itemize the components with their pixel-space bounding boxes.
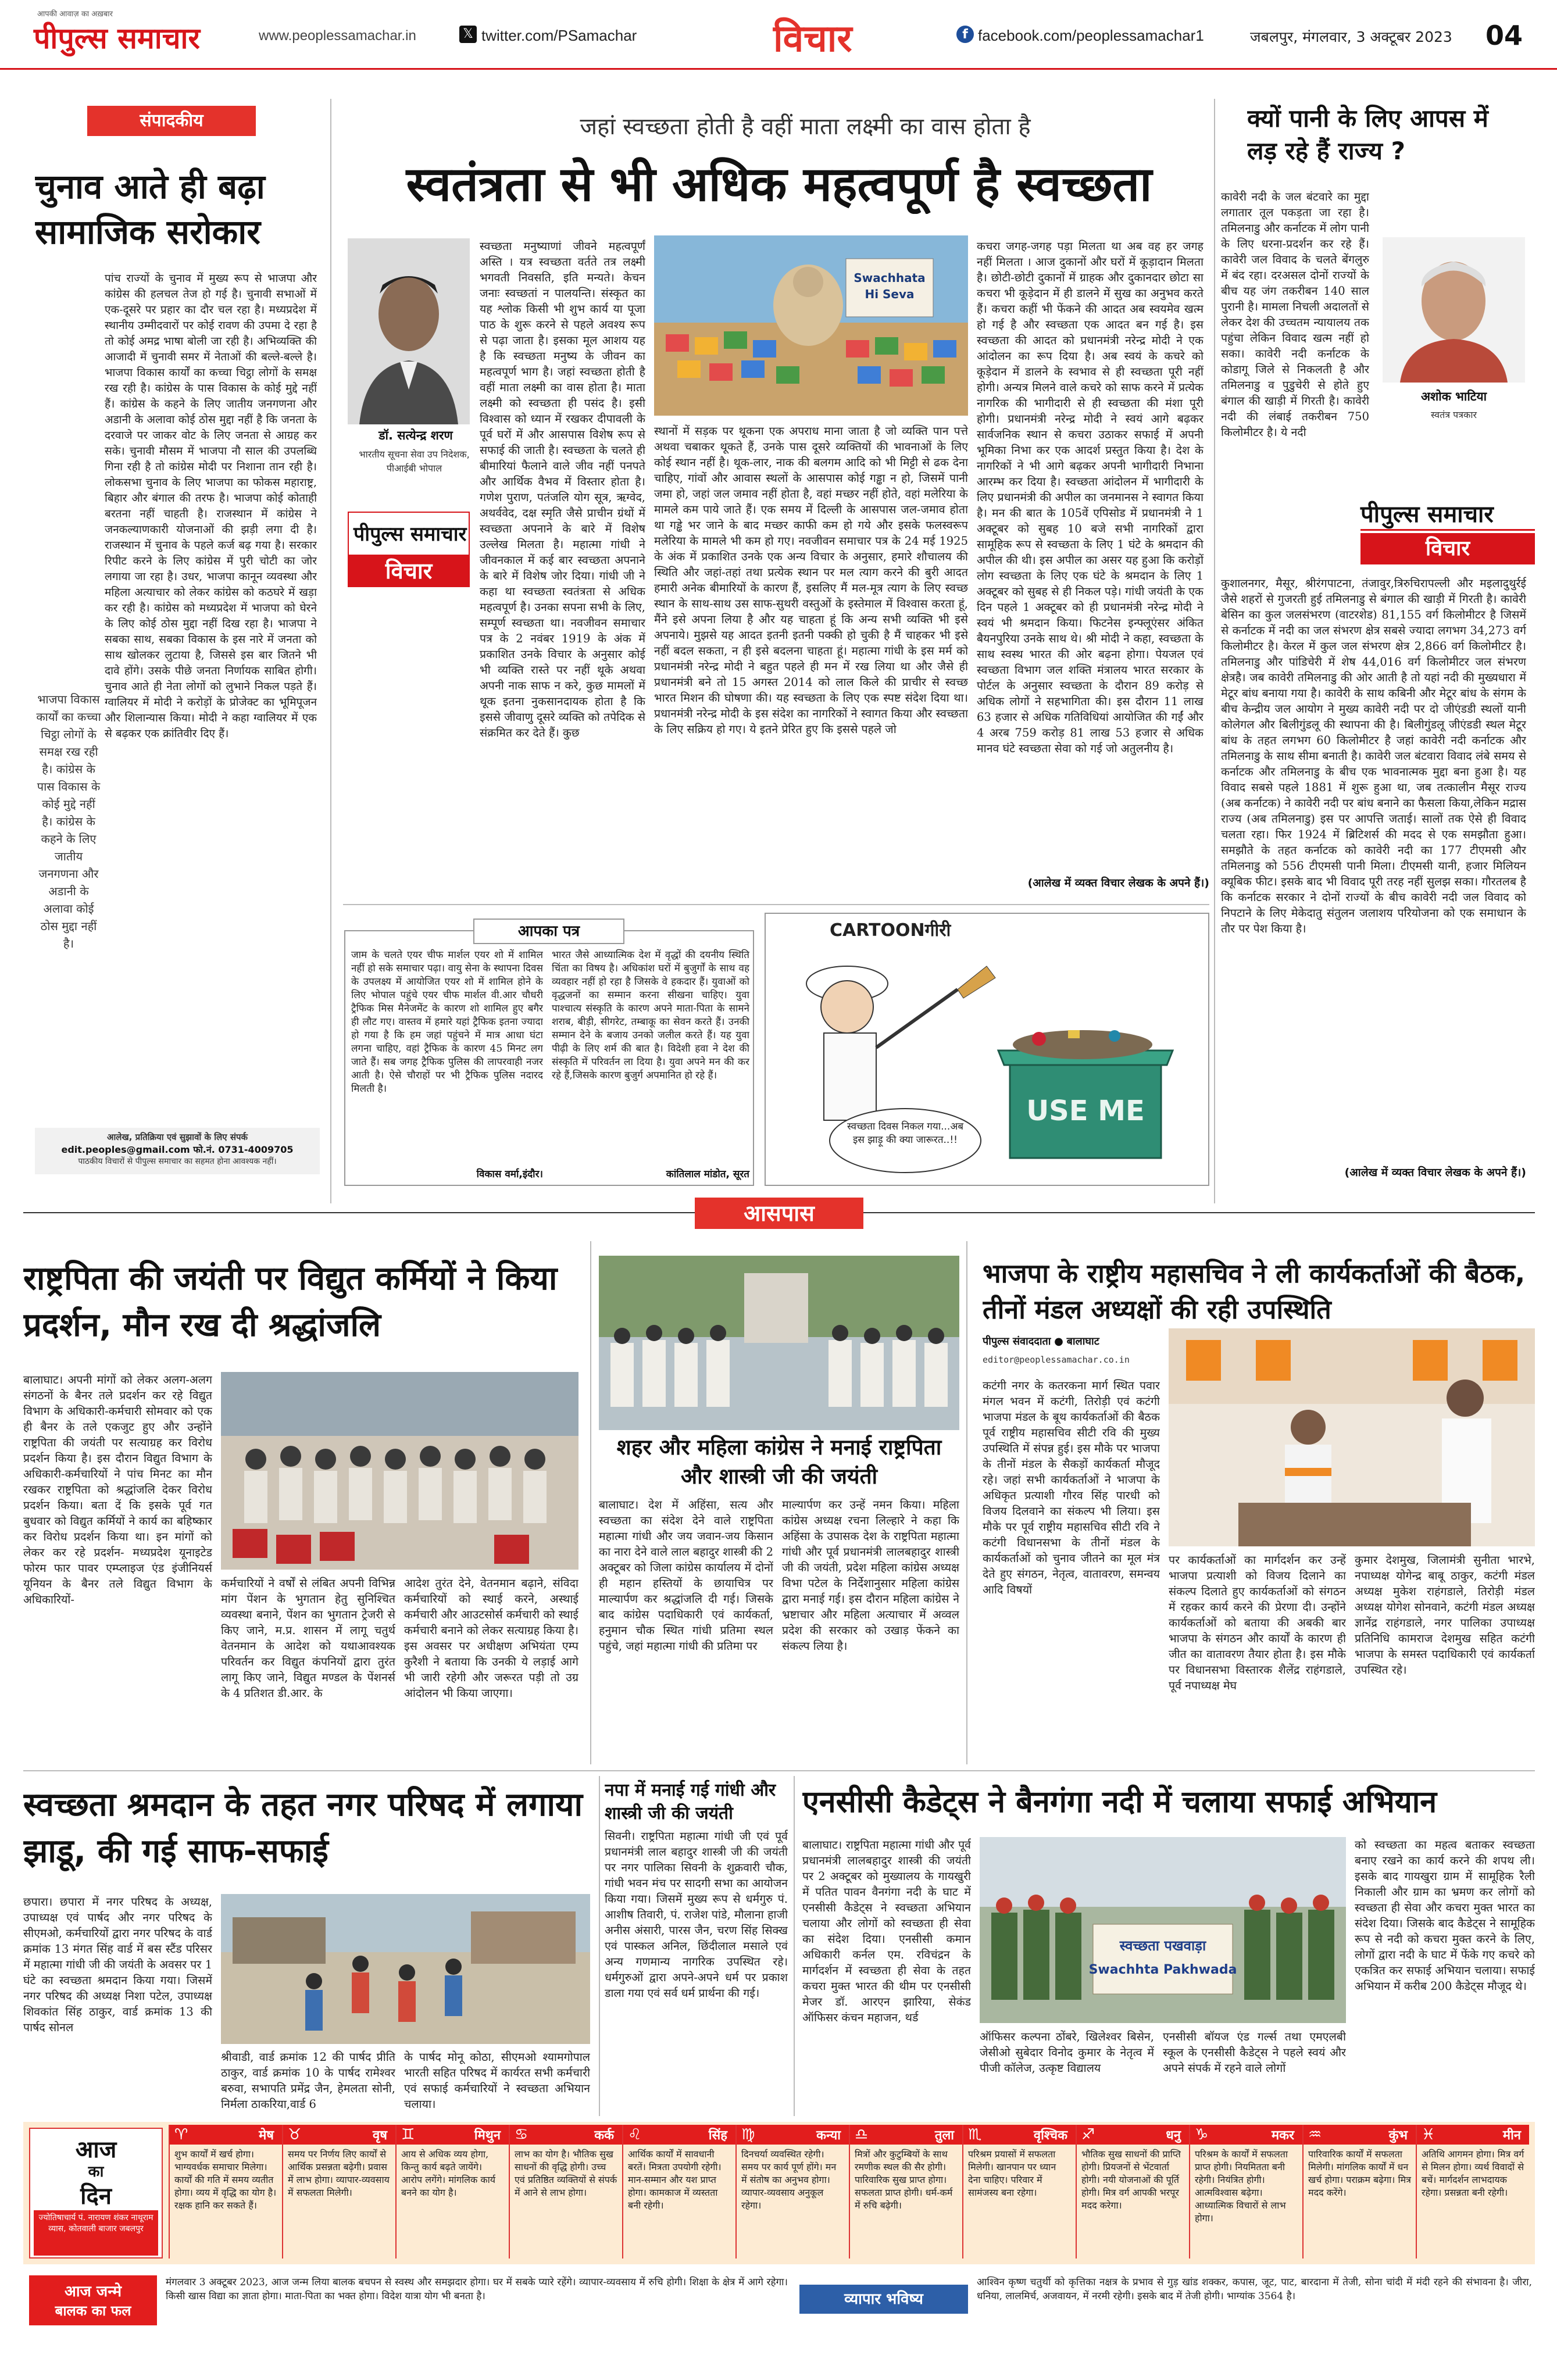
facebook-icon: f [956,26,974,43]
zodiac-sign-icon: ♐ [1081,2126,1095,2143]
story2-body-b: माल्यार्पण कर उन्हें नमन किया। महिला कांग्रेस अध्यक्ष रचना लिल्हारे ने कहा कि अहिंसा के उपासक देश के राष्ट्रपिता महात्मा गांधी और पूर्व प्रधानमंत्री लालबहादुर शास्त्री जी की जयंती, प्रदेश महिला कांग्रेस अध्यक्ष विभा पटेल के निर्देशानुसार महिला कांग्रेस द्वारा मनाई गई। इस दौरान महिला कांग्रेस ने भ्रष्टाचार और महिला अत्याचार में अव्वल प्रदेश की सरकार को उखाड़ फेंकने का संकल्प लिया है। [782,1498,959,1653]
water-author-title: स्वतंत्र पत्रकार [1430,409,1477,420]
zodiac-sign-icon: ♍ [741,2126,755,2143]
twitter-icon: 𝕏 [459,26,477,43]
divider [590,1241,591,1764]
brand-box-right [1360,497,1535,570]
story2-headline: शहर और महिला कांग्रेस ने मनाई राष्ट्रपिता और शास्त्री जी की जयंती [616,1435,942,1489]
zodiac-8 [962,2125,1076,2259]
story1-headline: राष्ट्रपिता की जयंती पर विद्युत कर्मियों ने किया प्रदर्शन, मौन रख दी श्रद्धांजलि [23,1260,558,1344]
zodiac-name: सिंह [708,2128,727,2143]
divider [23,1770,1535,1771]
author-title: भारतीय सूचना सेवा उप निदेशक, पीआईबी भोपाल [359,449,470,474]
zodiac-3 [395,2125,509,2259]
horoscope-title-bot: दिन [80,2183,112,2210]
brand-box-right-section: विचार [1360,533,1535,564]
zodiac-sign-icon: ♓ [1422,2126,1435,2143]
zodiac-name: मकर [1271,2128,1294,2143]
zodiac-text: भौतिक सुख साधनों की प्राप्ति होगी। प्रियजनों से भेंटवार्ता होगी। नयी योजनाओं की पूर्ति होगी। मित्र वर्ग आपकी भरपूर मदद करेगा। [1081,2149,1181,2211]
zodiac-sign-icon: ♈ [174,2126,188,2143]
divider [794,1776,795,2116]
main-photo [654,235,968,416]
editorial-footer [35,1128,320,1174]
main-col3: कचरा जगह-जगह पड़ा मिलता था अब वह हर जगह नहीं मिलता । आज दुकानों और घरों में कूड़ादान मिलता है। छोटी-छोटी दुकानों में ग्राहक और दुकानदार छोटा सा कचरा भी कूड़ेदान में ही डालने में सुख का अनुभव करते हैं। कचरा कहीं भी फेंकने की आदत अब स्वयमेव खत्म हो गई है और स्वच्छता एक आदत बन गई है। इस स्वच्छता की आदत को प्रधानमंत्री नरेन्द्र मोदी ने एक आंदोलन का रूप दिया है। अब स्वयं के कचरे को कूड़ेदान में डालने के स्वभाव से ही स्वच्छता पूरी नहीं होगी। अन्यत्र मिलने वाले कचरे को साफ करने में प्रत्येक नागरिक की भागीदारी से ही स्वच्छता की मंशा पूरी होगी। प्रधानमंत्री नरेन्द्र मोदी ने स्वयं आगे बढ़कर सार्वजनिक स्थान से कचरा उठाकर सफाई में अपनी भूमिका निभा कर एक आदर्श प्रस्तुत किया है। देश के नागरिकों ने भी आगे बढ़कर अपनी भागीदारी निभाना आरम्भ कर दिया है। स्वच्छता आंदोलन में भागीदारी के लिए प्रधानमंत्री की अपील का जनमानस ने स्वागत किया है। मन की बात के 105वें एपिसोड में प्रधानमंत्री ने 1 अक्टूबर को सुबह 10 बजे सभी नागरिकों द्वारा सामूहिक रूप से स्वच्छता के लिए 1 घंटे के श्रमदान की अपील की थी। इस अपील का असर यह हुआ कि करोड़ों लोग स्वच्छता के लिए एक घंटे के श्रमदान के लिए 1 अक्टूबर को सुबह से ही निकल पड़े। गांधी जयंती के एक दिन पहले 1 अक्टूबर को ही प्रधानमंत्री नरेन्द्र मोदी ने स्वयं भी श्रमदान किया। फिटनेस इन्फ्लूएंसर अंकित बैयनपुरिया उनके साथ थे। श्री मोदी ने कहा, स्वच्छता के साथ स्वस्थ भारत की ओर बढ़ना होगा। पेयजल एवं स्वच्छता विभाग जल शक्ति मंत्रालय भारत सरकार के पोर्टल के अनुसार स्वच्छता के दौरान 89 करोड़ से अधिक लोगों ने सहभागिता की। इस दौरान 11 लाख 63 हजार से अधिक गतिविधियां आयोजित की गईं और 4 अरब 759 करोड़ 81 लाख 53 हजार से अधिक मानव घंटे स्वच्छता सेवा को गई जो अतुलनीय है। [977,240,1204,755]
zodiac-sign-icon: ♉ [288,2126,302,2143]
letters-box [344,923,754,1186]
horoscope-title-box [29,2128,163,2259]
zodiac-text: मित्रों और कुटुम्बियों के साथ रमणीक स्थल की सैर होगी। पारिवारिक सुख प्राप्त होगा। सफलता प्राप्त होगी। धर्म-कर्म में रुचि बढ़ेगी। [855,2149,953,2211]
story6-body-a: बालाघाट। राष्ट्रपिता महात्मा गांधी और पूर्व प्रधानमंत्री लालबहादुर शास्त्री की जयंती पर 2 अक्टूबर को मुख्यालय के गायखुरी में पतित पावन वैनगंगा नदी के घाट में एनसीसी कैडेट्स ने स्वच्छता अभियान चलाया और लोगों को स्वच्छता ही सेवा का संदेश दिया। एनसीसी कमान अधिकारी कर्नल एम. रविचंद्रन के मार्गदर्शन में स्वच्छता ही सेवा के तहत कचरा मुक्त भारत की थीम पर एनसीसी मेजर डॉ. आरएन झारिया, सेकंड ऑफिसर कंचन महाजन, थर्ड [802,1838,971,2024]
page-number: 04 [1485,20,1523,51]
zodiac-name: मीन [1502,2128,1521,2143]
story4-body-lead: छपारा। छपारा में नगर परिषद के अध्यक्ष, उपाध्यक्ष एवं पार्षद और नगर परिषद के सीएमओ, कर्मचारियों द्वारा नगर परिषद के वार्ड क्रमांक 13 मंगत सिंह वार्ड में बस स्टैंड परिसर में महात्मा गांधी जी की जयंती के अवसर पर 1 घंटे का स्वच्छता श्रमदान किया गया। जिसमें नगर परिषद की अध्यक्ष निशा पटेल, उपाध्यक्ष शिवकांत सिंह ठाकुर, वार्ड क्रमांक 13 की पार्षद सोनल [23,1895,212,2034]
zodiac-header [850,2125,962,2145]
zodiac-header [737,2125,849,2145]
cartoon-bubble: स्वच्छता दिवस निकल गया...अब इस झाड़ू की क्या जारूरत..!! [847,1121,964,1146]
main-col1: स्वच्छता मनुष्याणां जीवने महत्वपूर्णं अस्ति । यत्र स्वच्छता वर्तते तत्र लक्ष्मी भगवती निवसति, इति मन्यते। केचन जनाः स्वच्छतां न पालयन्ति। संस्कृत का यह श्लोक किसी भी शुभ कार्य या पूजा पाठ के शुरू करने से पहले अवश्य रूप से पढ़ा जाता है। इसका मूल आशय यह है कि स्वच्छता मनुष्य के जीवन का महत्वपूर्ण भाग है। जहां स्वच्छता होती है वहीं माता लक्ष्मी का वास होता है। माता लक्ष्मी को स्वच्छता ही पसंद है। इसी विश्वास को ध्यान में रखकर दीपावली के पूर्व घरों में और आसपास विशेष रूप से सफाई की जाती है। स्वच्छता के चलते ही बीमारियां फैलाने वाले जीव नहीं पनपते और आर्थिक वैभव में विस्तार होता है। गणेश पुराण, पतंजलि योग सूत्र, ऋग्वेद, अथर्ववेद, दक्ष स्मृति जैसे प्राचीन ग्रंथों में स्वच्छता अपनाने के बारे में विशेष उल्लेख मिलता है। महात्मा गांधी ने जीवनकाल में कई बार स्वच्छता अपनाने के बारे में विशेष जोर दिया। गांधी जी ने कहा था स्वच्छता स्वतंत्रता से अधिक महत्वपूर्ण है। उनका सपना सभी के लिए, सम्पूर्ण स्वच्छता था। नवजीवन समाचार पत्र के 2 नवंबर 1919 के अंक में प्रकाशित उनके विचार के अनुसार कोई भी व्यक्ति रास्ते पर नहीं थूके अथवा अपनी नाक साफ न करे, कुछ मामलों में थूक इतना नुकसानदायक होता है कि इससे जीवाणु दूसरे व्यक्ति को तपेदिक से संक्रमित कर देते हैं। कुछ [480,240,645,739]
divider [330,99,331,1203]
zodiac-name: कर्क [594,2128,614,2143]
zodiac-sign-icon: ♊ [401,2126,415,2143]
editorial-label: संपादकीय [87,106,256,136]
main-headline: स्वतंत्रता से भी अधिक महत्वपूर्ण है स्वच्छता [406,157,1152,212]
divider [599,1776,600,2116]
story6-headline: एनसीसी कैडेट्स ने बैनगंगा नदी में चलाया सफाई अभियान [802,1785,1437,1820]
section-title: विचार [773,17,852,60]
bottom-strip [23,2267,1535,2372]
zodiac-header [283,2125,395,2145]
zodiac-text: अतिथि आगमन होगा। मित्र वर्ग से मिलन होगा। व्यर्थ विवादों से बचें। मार्गदर्शन लाभदायक रहेगा। प्रसन्नता बनी रहेगी। [1422,2149,1524,2198]
water-author-photo [1383,237,1525,383]
author-name: डॉ. सत्येन्द्र शरण [378,428,453,442]
zodiac-5 [622,2125,735,2259]
zodiac-4 [509,2125,622,2259]
story3-body-a: कटंगी नगर के कतरकना मार्ग स्थित पवार मंगल भवन में कटंगी, तिरोड़ी एवं कटंगी भाजपा मंडल के बूथ कार्यकर्ताओं की बैठक पूर्व राष्ट्रीय महासचिव सीटी रवि की मुख्य उपस्थिति में संपन्न हुई। इस मौके पर भाजपा के तीनों मंडल के सैकड़ों कार्यकर्ता मौजूद रहे। जहां सभी कार्यकर्ताओं ने भाजपा के अधिकृत प्रत्याशी गौरव सिंह पारधी को विजय दिलवाने का संकल्प भी लिया। इस मौके पर पूर्व राष्ट्रीय महासचिव सीटी रवि ने कटंगी विधानसभा के तीनों मंडल के कार्यकर्ताओं को चुनाव जीतने का मूल मंत्र देते हुए संगठन, नेतृत्व, वातावरण, समन्वय आदि विषयों [983,1379,1160,1596]
zodiac-header [1190,2125,1302,2145]
letter-2-author: कांतिलाल मांडोत, सूरत [666,1168,749,1180]
story5-body: सिवनी। राष्ट्रपिता महात्मा गांधी जी एवं पूर्व प्रधानमंत्री लाल बहादुर शास्त्री जी की जयंती पर नगर पालिका सिवनी के शुक्रवारी चौक, गांधी भवन मंच पर सादगी सभा का आयोजन किया गया। जिसमें मुख्य रूप से धर्मगुरु पं. आशीष तिवारी, पं. राजेश पांडे, मौलाना हाजी अनीस अंसारी, पारस जैन, चरण सिंह सिक्ख एवं पास्कल अनिल, छिंदीलाल मसाले एवं अन्य गणमान्य नागरिक उपस्थित रहे। धर्मगुरुओं द्वारा अपने-अपने धर्म पर प्रकाश डाला गया एवं सर्व धर्म प्रार्थना की गई। [605,1829,788,2000]
zodiac-name: धनु [1166,2128,1181,2143]
zodiac-7 [849,2125,962,2259]
story1-photo [221,1372,578,1570]
zodiac-name: कुंभ [1388,2128,1408,2143]
zodiac-header [963,2125,1076,2145]
zodiac-2 [282,2125,395,2259]
bullet-icon: ● [1054,1335,1067,1348]
cartoon-bin-text: USE ME [1026,1095,1145,1127]
zodiac-text: परिश्रम के कार्यों में सफलता प्राप्त होगी। नियमितता बनी रहेगी। नियंत्रित होगी। आत्मविश्वास बढ़ेगा। आध्यात्मिक विचारों से लाभ होगा। [1195,2149,1288,2224]
divider [343,904,1209,905]
story4-body-b: के पार्षद मोनू कोठा, सीएमओ श्यामगोपाल भारती सहित परिषद में कार्यरत सभी कर्मचारी एवं सफाई कर्मचारियों ने स्वच्छता अभियान चलाया। [404,2050,590,2111]
zodiac-9 [1076,2125,1189,2259]
story3-photo [1169,1328,1535,1546]
story6-body-d: को स्वच्छता का महत्व बताकर स्वच्छता बनाए रखने का कार्य करने की शपथ ली। इसके बाद गायखुरा ग्राम में सामूहिक रैली निकाली और ग्राम का भ्रमण कर लोगों को स्वच्छता ही सेवा और कचरा मुक्त भारत का संदेश दिया। जिसके बाद कैडेट्स ने सामूहिक रूप से नदी को कचरा मुक्त करने के लिए, लोगों द्वारा नदी के घाट में फेंके गए कचरे को एकत्रित कर सफाई अभियान चलाया। सफाई अभियान में करीब 200 कैडेट्स मौजूद थे। [1355,1838,1535,1993]
cartoon-illustration [766,914,1209,1186]
editorial-body: पांच राज्यों के चुनाव में मुख्य रूप से भाजपा और कांग्रेस की हलचल तेज हो गई है। चुनावी सभाओं में एक-दूसरे पर प्रहार का दौर चल रहा है। मध्यप्रदेश में स्थानीय उम्मीदवारों पर कोई रावण की उपमा दे रहा है तो कोई अमद्र भाषा बोली जा रही है। अभिव्यक्ति की आजादी में चुनावी समर में नेताओं की बल्ले-बल्ले है। भाजपा विकास कार्यों का कच्चा चिट्ठा लोगों के समक्ष रख रही है। कांग्रेस के पास विकास के कोई मुद्दे नहीं हैं। कांग्रेस के कहने के लिए जातीय जनगणना और अडानी के अलावा कोई ठोस मुद्दा नहीं है कि जनता के दरवाजे पर जाकर वोट के लिए जनता से आग्रह कर सके। चुनावी मौसम में भाजपा नौ साल की उपलब्धि गिना रही है तो कांग्रेस मोदी पर निशाना तान रही है। लोकसभा चुनाव के लिए भाजपा का फोकस महाराष्ट्र, बिहार और बंगाल की तरफ है। भाजपा कोई कोताही बरतना नहीं चाहती है। राजस्थान में कांग्रेस ने जनकल्याणकारी योजनाओं की झड़ी लगा दी है। राजस्थान में चुनाव के पहले कर्ज बढ़ गया है। सरकार रिपीट करने के लिए कांग्रेस में पुरी चोटी का जोर लगाया जा रहा है। उधर, भाजपा कानून व्यवस्था और महिला अत्याचार को लेकर कांग्रेस को कठघरे में खड़ा कर रही है। कांग्रेस को मध्यप्रदेश में भाजपा को घेरने के लिए कोई ठोस मुद्दा नहीं दिख रहा है। भाजपा ने सबका साथ, सबका विकास के इस नारे में जनता को साथ खोलकर लुटाया है, जिससे इस बार जितने भी दावे होंगे। उसके पीछे जनता निर्णायक साबित होगी। चुनाव आते ही नेता लोगों को लुभाने निकल पड़ते हैं। ग्वालियर में मोदी ने करोड़ों के प्रोजेक्ट का भूमिपूजन और शिलान्यास किया। मोदी ने कहा ग्वालियर में एक से बढ़कर एक क्रांतिवीर दिए हैं। [105,272,317,740]
story6-photo [980,1837,1346,2023]
zodiac-header [1304,2125,1416,2145]
twitter-link[interactable]: twitter.com/PSamachar [481,27,637,44]
zodiac-header [1077,2125,1189,2145]
zodiac-text: लाभ का योग है। भौतिक सुख साधनों की वृद्धि होगी। उच्च एवं प्रतिष्ठित व्यक्तियों से संपर्क में आने से लाभ होगा। [515,2149,617,2198]
letter-1: जाम के चलते एयर चीफ मार्शल एयर शो में शामिल नहीं हो सके समाचार पढ़ा। वायु सेना के स्थापना दिवस के उपलक्ष्य में आयोजित एयर शो में शामिल होने के लिए भोपाल पहुंचे एयर चीफ मार्शल वी.आर चौधरी ट्रैफिक मिस मैनेजमेंट के कारण शो शामिल हुए बगैर ही लौट गए। वास्तव में हमारे यहां ट्रैफिक इतना ज्यादा हो गया है कि हम जहां पहुंचने में मात्र आधा घंटा लगना चाहिए, वहां ट्रैफिक के कारण 45 मिनट लग जाते हैं। सब जगह ट्रैफिक पुलिस की लापरवाही नजर आती है। ऐसे चौराहों पर भी ट्रैफिक पुलिस नदारद मिलती है। [351,949,543,1095]
zodiac-1 [169,2125,282,2259]
water-signoff: (आलेख में व्यक्त विचार लेखक के अपने हैं।) [1344,1166,1526,1179]
masthead [0,0,1557,70]
bhavishya-text: आश्विन कृष्ण चतुर्थी को कृत्तिका नक्षत्र के प्रभाव से गुड़ खांड शक्कर, कपास, जूट, पाट, बारदाना में तेजी, सोना चांदी में मंदी रहने की संभावना है। जीरा, धनिया, लालमिर्च, अजवायन, में नरमी रहेगी। इसके बाद में तेजी होगी। भाग्यांक 3564 है। [977,2277,1532,2302]
story3-byline-name: पीपुल्स संवाददाता [983,1335,1051,1348]
main-kicker: जहां स्वच्छता होती है वहीं माता लक्ष्मी का वास होता है [580,113,1031,140]
bhavishya-label: व्यापार भविष्य [799,2285,968,2314]
zodiac-text: पारिवारिक कार्यों में सफलता मिलेगी। मांगलिक कार्यों में धन खर्च होगा। पराक्रम बढ़ेगा। मित्र मदद करेंगे। [1308,2149,1411,2198]
zodiac-name: वृष [373,2128,387,2143]
editorial-footer-label: आलेख, प्रतिक्रिया एवं सुझावों के लिए संपर्क [106,1132,248,1142]
story3-email[interactable]: editor@peoplessamachar.co.in [983,1355,1130,1365]
dateline: जबलपुर, मंगलवार, 3 अक्टूबर 2023 [1250,28,1452,45]
zodiac-sign-icon: ♒ [1308,2126,1322,2143]
zodiac-header [510,2125,622,2145]
horoscope-title-top: आज [75,2136,117,2163]
zodiac-sign-icon: ♋ [515,2126,528,2143]
zodiac-11 [1302,2125,1416,2259]
story4-photo [221,1894,590,2044]
letter-2: भारत जैसे आध्यात्मिक देश में वृद्धों की दयनीय स्थिति चिंता का विषय है। अधिकांश घरों में बुजुर्गों के साथ वह व्यवहार नहीं हो रहा है जिसके वे हकदार हैं। युवाओं को वृद्धजनों का सम्मान करना सीखना चाहिए। युवा पाश्चात्य संस्कृति के कारण अपने माता-पिता के सामने शराब, बीड़ी, सीगरेट, तम्बाकू का सेवन करते हैं। उनकी सम्मान देने के बजाय उनको जलील करते हैं। यह युवा पीढ़ी के लिए शर्म की बात है। विदेशी हवा ने देश की संस्कृति में परिवर्तन ला दिया है। युवा अपने मन की कर रहे हैं,जिसके कारण बुजुर्ग अपमानित हो रहे हैं। [552,949,749,1081]
main-signoff: (आलेख में व्यक्त विचार लेखक के अपने हैं।) [1027,877,1209,889]
story4-body-a: श्रीवाडी, वार्ड क्रमांक 12 की पार्षद प्रीति ठाकुर, वार्ड क्रमांक 10 के पार्षद रामेश्वर बरुवा, सभापति प्रमेंद्र जैन, हेमलता सोनी, निर्मला ठाकरिया,वार्ड 6 [221,2050,395,2111]
story3-headline: भाजपा के राष्ट्रीय महासचिव ने ली कार्यकर्ताओं की बैठक, तीनों मंडल अध्यक्षों की रही उपस्थिति [983,1258,1526,1325]
water-author-name: अशोक भाटिया [1420,389,1487,403]
zodiac-sign-icon: ♏ [968,2126,982,2143]
janme-text: मंगलवार 3 अक्टूबर 2023, आज जन्म लिया बालक बचपन से स्वस्थ और समझदार होगा। घर में सबके प्यारे रहेंगे। व्यापार-व्यवसाय में रुचि होगी। शिक्षा के क्षेत्र में आगे रहेगा। किसी खास विद्या का ज्ञाता होगा। माता-पिता का भक्त होगा। विदेश यात्रा योग भी बनता है। [166,2277,788,2302]
logo-tagline: आपकी आवाज़ का अख़बार [37,10,113,19]
letter-1-author: विकास वर्मा,इंदौर। [476,1168,543,1180]
zodiac-text: समय पर निर्णय लिए कार्यों से आर्थिक प्रसन्नता बढ़ेगी। प्रवास में लाभ होगा। व्यापार-व्यवसाय में सफलता मिलेगी। [288,2149,390,2198]
story1-body-lead: बालाघाट। अपनी मांगों को लेकर अलग-अलग संगठनों के बैनर तले प्रदर्शन कर रहे विद्युत विभाग के अधिकारी-कर्मचारी सोमवार को एक ही बैनर के तले एकजुट हुए और उन्होंने राष्ट्रपिता की जयंती पर सत्याग्रह कर विरोध प्रदर्शन किया है। इस दौरान विद्युत विभाग के अधिकारी-कर्मचारियों ने पांच मिनट का मौन रखकर राष्ट्रपिता को श्रद्धांजलि देकर विरोध प्रदर्शन किया। बता दें कि इसके पूर्व गत बुधवार को विद्युत कर्मियों ने कार्य का बहिष्कार कर विरोध प्रदर्शन किया था। इन मांगों को लेकर कर रहे प्रदर्शन- मध्यप्रदेश यूनाइटेड फोरम फार पावर एम्प्लाइज एंड इंजीनियर्स यूनियन के बैनर तले विद्युत विभाग के अधिकारियों- [23,1373,212,1606]
logo-text: पीपुल्स समाचार [34,22,200,55]
zodiac-sign-icon: ♑ [1195,2126,1209,2143]
story2-photo [599,1256,959,1430]
water-body: कुशालनगर, मैसूर, श्रीरंगपाटना, तंजावुर,त्रिरुचिरापल्ली और मइलादुथुर्रई जैसे शहरों से गुजरती हुई तमिलनाडु से बंगाल की खाड़ी में गिरती है। कावेरी बेसिन का कुल जलसंभरण (वाटरशेड) 81,155 वर्ग किलोमीटर है जिसमें से कर्नाटक में नदी का जल संभरण क्षेत्र सबसे ज्यादा लगभग 34,273 वर्ग किलोमीटर है। केरल में कुल जल संभरण क्षेत्र 2,866 वर्ग किलोमीटर है। तमिलनाडु और पांडिचेरी में शेष 44,016 वर्ग किलोमीटर जल संभरण क्षेत्रहै। जब कावेरी तमिलनाडु की ओर आती है तो यहां नदी की मुख्यधारा में मेटूर बांध बनाया गया है। कावेरी के साथ कबिनी और मेटूर बांध के संगम के बीच केन्द्रीय जल आयोग ने मुख्य कावेरी नदी पर दो जीएंडडी स्थलों यानी कोलेगल और बिलीगुंडलू की स्थापना की है। बिलीगुंडलू जीएंडडी स्थल मेटूर बांध के तहत लगभग 60 किलोमीटर है जहां कावेरी नदी कर्नाटक और तमिलनाडु के साथ सीमा बनाती है। कावेरी जल बंटवारा विवाद लंबे समय से कर्नाटक और तमिलनाडु के बीच एक भावनात्मक मुद्दा बना हुआ है। यह विवाद सबसे पहले 1881 में शुरू हुआ था, जब तत्कालीन मैसूर राज्य (अब कर्नाटक) ने कावेरी नदी पर बांध बनाने का फैसला किया,लेकिन मद्रास राज्य (अब तमिलनाडु) इस पर आपत्ति जताई। सालों तक ऐसे ही विवाद चलता रहा। फिर 1924 में ब्रिटिशर्स की मदद से एक समझौता हुआ। समझौते के तहत कर्नाटक को कावेरी नदी का 177 टीएमसी और तमिलनाडु को 556 टीएमसी पानी मिला। टीएमसी यानी, हजार मिलियन क्यूबिक फीट। इसके बाद भी विवाद पूरी तरह नहीं सुलझ सका। गौरतलब है कि कर्नाटक सरकार ने दोनों राज्यों के बीच कावेरी नदी जल विवाद को निपटाने के लिए मेकेदातु संतुलन जलाशय परियोजना को एक समाधान के तौर पर पेश किया है। [1221,577,1526,935]
zodiac-text: शुभ कार्यों में खर्च होगा। भाग्यवर्धक समाचार मिलेगा। कार्यों की गति में समय व्यतीत होगा। व्यय में वृद्धि का योग है। रक्षक हानि कर सकते हैं। [174,2149,277,2211]
editorial-pullquote: भाजपा विकास कार्यों का कच्चा चिट्ठा लोगों के समक्ष रख रही है। कांग्रेस के पास विकास के कोई मुद्दे नहीं है। कांग्रेस के कहने के लिए जातीय जनगणना और अडानी के अलावा कोई ठोस मुद्दा नहीं है। [36,692,101,950]
story6-body-b: ऑफिसर कल्पना ठोंबरे, खिलेश्वर बिसेन, जेसीओ सुबेदार विनोद कुमार के नेतृत्व में पीजी कॉलेज, उत्कृष्ट विद्यालय [980,2030,1154,2075]
story3-body-b: पर कार्यकर्ताओं का मार्गदर्शन कर उन्हें भाजपा प्रत्याशी को विजय दिलाने का संकल्प दिलाते हुए कार्यकर्ताओं को संगठन में रहकर कार्य करने की प्रेरणा दी। उन्होंने कार्यकर्ताओं को बताया की अबकी बार भाजपा के संगठन और कार्यों के कारण ही जीत का वातावरण तैयार होता है। इस मौके पर विधानसभा विस्तारक शैलेंद्र राहंगडाले, पूर्व नपाध्यक्ष मेघ [1169,1553,1346,1692]
horoscope-astrologer: ज्योतिषाचार्य पं. नारायण शंकर नाथूराम व्यास, कोतवाली बाजार जबलपुर [34,2210,158,2256]
water-headline: क्यों पानी के लिए आपस में लड़ रहे हैं राज्य ? [1247,104,1488,165]
brand-box-inline [348,512,470,587]
story3-body-c: कुमार देशमुख, जिलामंत्री सुनीता भारभे, नपाध्यक्ष योगेन्द्र बाबू ठाकुर, कटंगी मंडल अध्यक्ष मुकेश राहंगडाले, तिरोड़ी मंडल अध्यक्ष योगेश सोनवाने, कटंगी मंडल अध्यक्ष ज्ञानेंद्र राहंगडाले, नगर पालिका उपाध्यक्ष प्रतिनिधि कामराज देशमुख सहित कटंगी भाजपा के समस्त पदाधिकारी एवं कार्यकर्ता उपस्थित रहे। [1355,1553,1535,1677]
horoscope-title-mid: का [88,2163,104,2181]
story3-byline [983,1334,1174,1348]
facebook-link[interactable]: facebook.com/peoplessamachar1 [978,27,1204,44]
zodiac-header [623,2125,735,2145]
zodiac-text: आर्थिक कार्यों में सावधानी बरतें। मित्रता उपयोगी रहेगी। मान-सम्मान और यश प्राप्त होगा। कामकाज में व्यस्तता बनी रहेगी। [628,2149,722,2211]
zodiac-name: मिथुन [474,2128,501,2143]
editorial-headline: चुनाव आते ही बढ़ा सामाजिक सरोकार [35,167,265,252]
janme-label-2: बालक का फल [55,2303,131,2319]
zodiac-header [170,2125,282,2145]
story2-body-a: बालाघाट। देश में अहिंसा, सत्य और स्वच्छता का संदेश देने वाले राष्ट्रपिता महात्मा गांधी और जय जवान-जय किसान का नारा देने वाले लाल बहादुर शास्त्री की 2 अक्टूबर को जिला कांग्रेस कार्यालय में दोनों ही महान हस्तियों के छायाचित्र पर माल्यार्पण कर श्रद्धांजलि दी गई। जिसके बाद कांग्रेस पदाधिकारी एवं कार्यकर्ता, हनुमान चौक स्थित गांधी प्रतिमा स्थल पहुंचे, जहां महात्मा गांधी की प्रतिमा पर [599,1498,773,1653]
logo[interactable] [34,8,249,64]
zodiac-text: दिनचर्या व्यवस्थित रहेगी। समय पर कार्य पूर्ण होंगे। मन में संतोष का अनुभव होगा। व्यापार-व्यवसाय अनुकूल रहेगा। [741,2149,837,2211]
divider [966,1241,967,1764]
author-photo [348,238,470,424]
zodiac-text: परिश्रम प्रयासों में सफलता मिलेगी। खानपान पर ध्यान देना चाहिए। परिवार में सामंजस्य बना रहेगा। [968,2149,1056,2198]
janme-label [29,2275,157,2325]
zodiac-10 [1189,2125,1302,2259]
svg-text:Swachhata: Swachhata [854,271,926,285]
story5-headline: नपा में मनाई गई गांधी और शास्त्री जी की जयंती [605,1780,776,1824]
zodiac-name: तुला [934,2128,954,2143]
zodiac-12 [1416,2125,1529,2259]
letters-label: आपका पत्र [473,919,624,944]
story6-banner-1: स्वच्छता पखवाड़ा [1119,1938,1206,1954]
cartoon-box [765,913,1209,1186]
story3-place: बालाघाट [1066,1335,1099,1348]
cartoon-label: CARTOONगीरी [830,920,951,941]
zodiac-header [397,2125,509,2145]
brand-box-section: विचार [349,555,469,587]
zodiac-name: वृश्चिक [1033,2128,1067,2143]
brand-box-name: पीपुल्स समाचार [353,523,467,546]
water-intro: कावेरी नदी के जल बंटवारे का मुद्दा लगातार तूल पकड़ता जा रहा है। तमिलनाडु और कर्नाटक में लोग पानी के लिए धरना-प्रदर्शन कर रहे हैं। कावेरी जल विवाद के चलते बेंगलुरु में बंद रहा। दरअसल दोनों राज्यों के बीच यह जंग तकरीबन 140 साल पुरानी है। मामला निचली अदालतों से लेकर देश की उच्चतम न्यायालय तक पहुंचा लेकिन विवाद खत्म नहीं हो सका। कावेरी नदी कर्नाटक के कोडागू जिले से निकलती है और तमिलनाडु व पुडुचेरी से होते हुए बंगाल की खाड़ी में गिरती है। कावेरी नदी की लंबाई तकरीबन 750 किलोमीटर है। ये नदी [1221,190,1369,439]
zodiac-name: कन्या [816,2128,841,2143]
story1-body-b: आदेश तुरंत देने, वेतनमान बढ़ाने, संविदा कर्मचारियों को स्थाई करने, अस्थाई कर्मचारी और आउटसोर्स कर्मचारी को स्थाई कर्मचारी बनाने को लेकर सत्याग्रह किया है। इस अवसर पर अधीक्षण अभियंता एम्प कुरैशी ने बताया कि उनकी ये लड़ाई आगे भी जारी रहेगी और जरूरत पड़ी तो उग्र आंदोलन भी किया जाएगा। [404,1577,578,1700]
story6-body-c: एनसीसी बॉयज एंड गर्ल्स तथा एमएलबी स्कूल के एनसीसी कैडेट्स ने पहले स्वयं और अपने संपर्क में रहने वाले लोगों [1163,2030,1346,2075]
story1-body-a: कर्मचारियों ने वर्षों से लंबित अपनी विभिन्न मांग पेंशन के भुगतान हेतु सुनिश्चित व्यवस्था बनाने, पेंशन का भुगतान ट्रेजरी से किए जाने, म.प्र. शासन में लागू चतुर्थ वेतनमान के आदेश को यथाआवश्यक परिवर्तन कर विद्युत कंपनियों द्वारा तुरंत लागू किए जाने, विद्युत मण्डल के पेंशनर्स के 4 प्रतिशत डी.आर. के [221,1577,395,1700]
editorial-footer-note: पाठकीय विचारों से पीपुल्स समाचार का सहमत होना आवश्यक नहीं। [78,1157,277,1166]
zodiac-6 [735,2125,849,2259]
svg-text:Hi Seva: Hi Seva [865,287,915,301]
janme-label-1: आज जन्मे [64,2283,122,2300]
website-link[interactable]: www.peoplessamachar.in [259,28,416,44]
story4-headline: स्वच्छता श्रमदान के तहत नगर परिषद में लगाया झाडू, की गई साफ-सफाई [23,1786,583,1870]
editorial-contact[interactable]: edit.peoples@gmail.com फो.नं. 0731-4009705 [61,1144,294,1155]
story6-banner-2: Swachhta Pakhwada [1088,1963,1237,1977]
zodiac-sign-icon: ♎ [855,2126,869,2143]
zodiac-header [1417,2125,1529,2145]
divider [1214,99,1215,1203]
zodiac-text: आय से अधिक व्यय होगा, किन्तु कार्य बढ़ते जायेंगे। आरोप लगेंगे। मांगलिक कार्य बनने का योग है। [401,2149,496,2198]
brand-box-right-name: पीपुल्स समाचार [1360,497,1535,531]
zodiac-sign-icon: ♌ [628,2126,642,2143]
zodiac-name: मेष [259,2128,274,2143]
main-col2: स्थानों में सड़क पर थूकना एक अपराध माना जाता है जो व्यक्ति पान पत्ते अथवा चबाकर थूकते हैं, उनके पास दूसरे व्यक्तियों की भावनाओं के लिए कोई स्थान नहीं है। थूक-लार, नाक की बलगम आदि को भी मिट्टी से ढक देना चाहिए, गांवों और आवास स्थलों के आसपास कोई गड्ढा न हो, जिसमें पानी जमा हो, जहां जल जमाव नहीं होता है, वहां मच्छर नहीं होते, वहां मलेरिया के मामले कम पाये जाते हैं। एक समय में दिल्ली के आसपास जल-जमाव होता था गड्ढे भर जाने के बाद मच्छर काफी कम हो गये और इसके फलस्वरूप मलेरिया के मामले भी कम हो गए। नवजीवन समाचार पत्र के 24 मई 1925 के अंक में प्रकाशित उनके एक अन्य विचार के अनुसार, हमारे शौचालय की स्थिति और जहां-तहां तथा प्रत्येक स्थान पर मल त्याग करने की बुरी आदत हमारी अनेक बीमारियों के कारण हैं, इसलिए मैं मल-मूत्र त्याग के लिए स्वच्छ स्थान के साथ-साथ उस साफ-सुथरी वस्तुओं के इस्तेमाल में विश्वास करता हूं, मैंने इसे अपना लिया है और यह चाहता हूं कि अन्य सभी व्यक्ति भी इसे अपनाये। मुझसे यह आदत इतनी इतनी पक्की हो चुकी है मैं चाहकर भी इसे नहीं बदल सकता, न ही इसे बदलना चाहता हूं। महात्मा गांधी के इस मर्म को प्रधानमंत्री नरेन्द्र मोदी ने बहुत पहले ही मन में रख लिया था और जैसे ही प्रधानमंत्री बने तो 15 अगस्त 2014 को लाल किले की प्राचीर से स्वच्छ भारत मिशन की घोषणा की। यह स्वच्छता के लिए एक स्पष्ट संदेश दिया था। प्रधानमंत्री नरेन्द्र मोदी के इस संदेश का नागरिकों ने स्वागत किया और स्वच्छता के लिए सक्रिय हो गए। ये इतने प्रेरित हुए कि इससे पहले जो [654,424,968,736]
aaspaas-label: आसपास [695,1198,863,1229]
